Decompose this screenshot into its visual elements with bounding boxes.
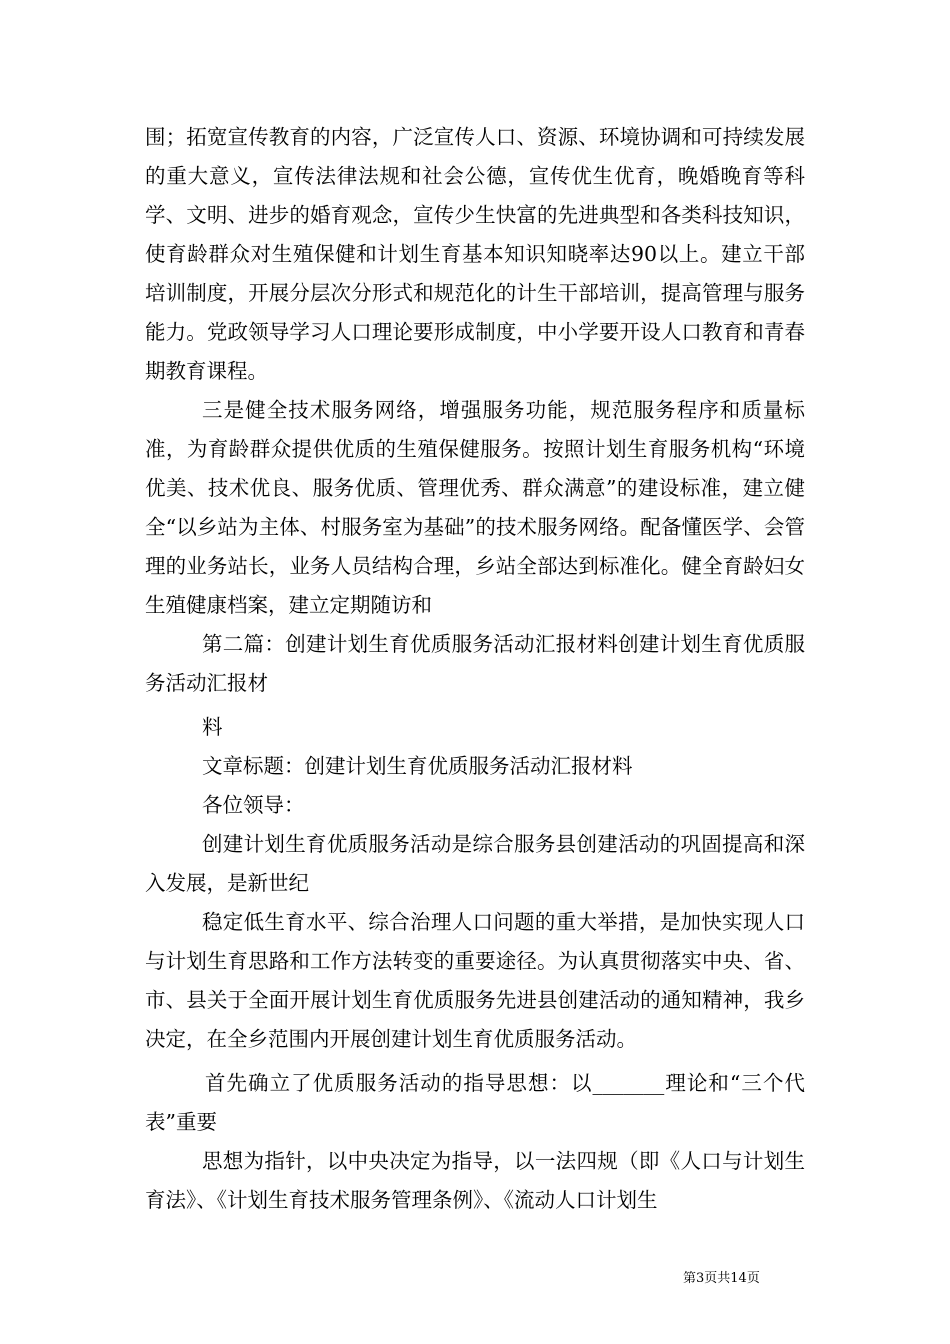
paragraph-guiding-thought: 首先确立了优质服务活动的指导思想：以_______理论和“三个代表”重要 xyxy=(145,1071,805,1134)
page-number-footer: 第3页共14页 xyxy=(683,1271,760,1286)
paragraph-significance: 稳定低生育水平、综合治理人口问题的重大举措，是加快实现人口与计划生育思路和工作方法转变的重要途径。为认真贯彻落实中央、省、市、县关于全面开展计划生育优质服务先进县创建活动的通知精神，我乡决定，在全乡范围内开展创建计划生育优质服务活动。 xyxy=(145,910,805,1051)
paragraph-technical-service: 三是健全技术服务网络，增强服务功能，规范服务程序和质量标准，为育龄群众提供优质的生殖保健服务。按照计划生育服务机构“环境优美、技术优良、服务优质、管理优秀、群众满意”的建设标准，建立健全“以乡站为主体、村服务室为基础”的技术服务网络。配备懂医学、会管理的业务站长，业务人员结构合理，乡站全部达到标准化。健全育龄妇女生殖健康档案，建立定期随访和 xyxy=(145,398,805,617)
document-body xyxy=(145,118,805,1220)
paragraph-guidelines: 思想为指针，以中央决定为指导，以一法四规（即《人口与计划生育法》、《计划生育技术服务管理条例》、《流动人口计划生 xyxy=(145,1149,805,1212)
paragraph-intro: 创建计划生育优质服务活动是综合服务县创建活动的巩固提高和深入发展，是新世纪 xyxy=(145,832,805,895)
paragraph-continuation: 围；拓宽宣传教育的内容，广泛宣传人口、资源、环境协调和可持续发展的重大意义，宣传法律法规和社会公德，宣传优生优育，晚婚晚育等科学、文明、进步的婚育观念，宣传少生快富的先进典型和各类科技知识，使育龄群众对生殖保健和计划生育基本知识知晓率达90以上。建立干部培训制度，开展分层次分形式和规范化的计生干部培训，提高管理与服务能力。党政领导学习人口理论要形成制度，中小学要开设人口教育和青春期教育课程。 xyxy=(145,125,805,383)
salutation: 各位领导： xyxy=(202,793,305,817)
section-heading-second-article: 第二篇：创建计划生育优质服务活动汇报材料创建计划生育优质服务活动汇报材 xyxy=(145,632,805,695)
heading-overflow-char: 料 xyxy=(202,715,223,739)
article-title-line: 文章标题：创建计划生育优质服务活动汇报材料 xyxy=(202,754,633,778)
